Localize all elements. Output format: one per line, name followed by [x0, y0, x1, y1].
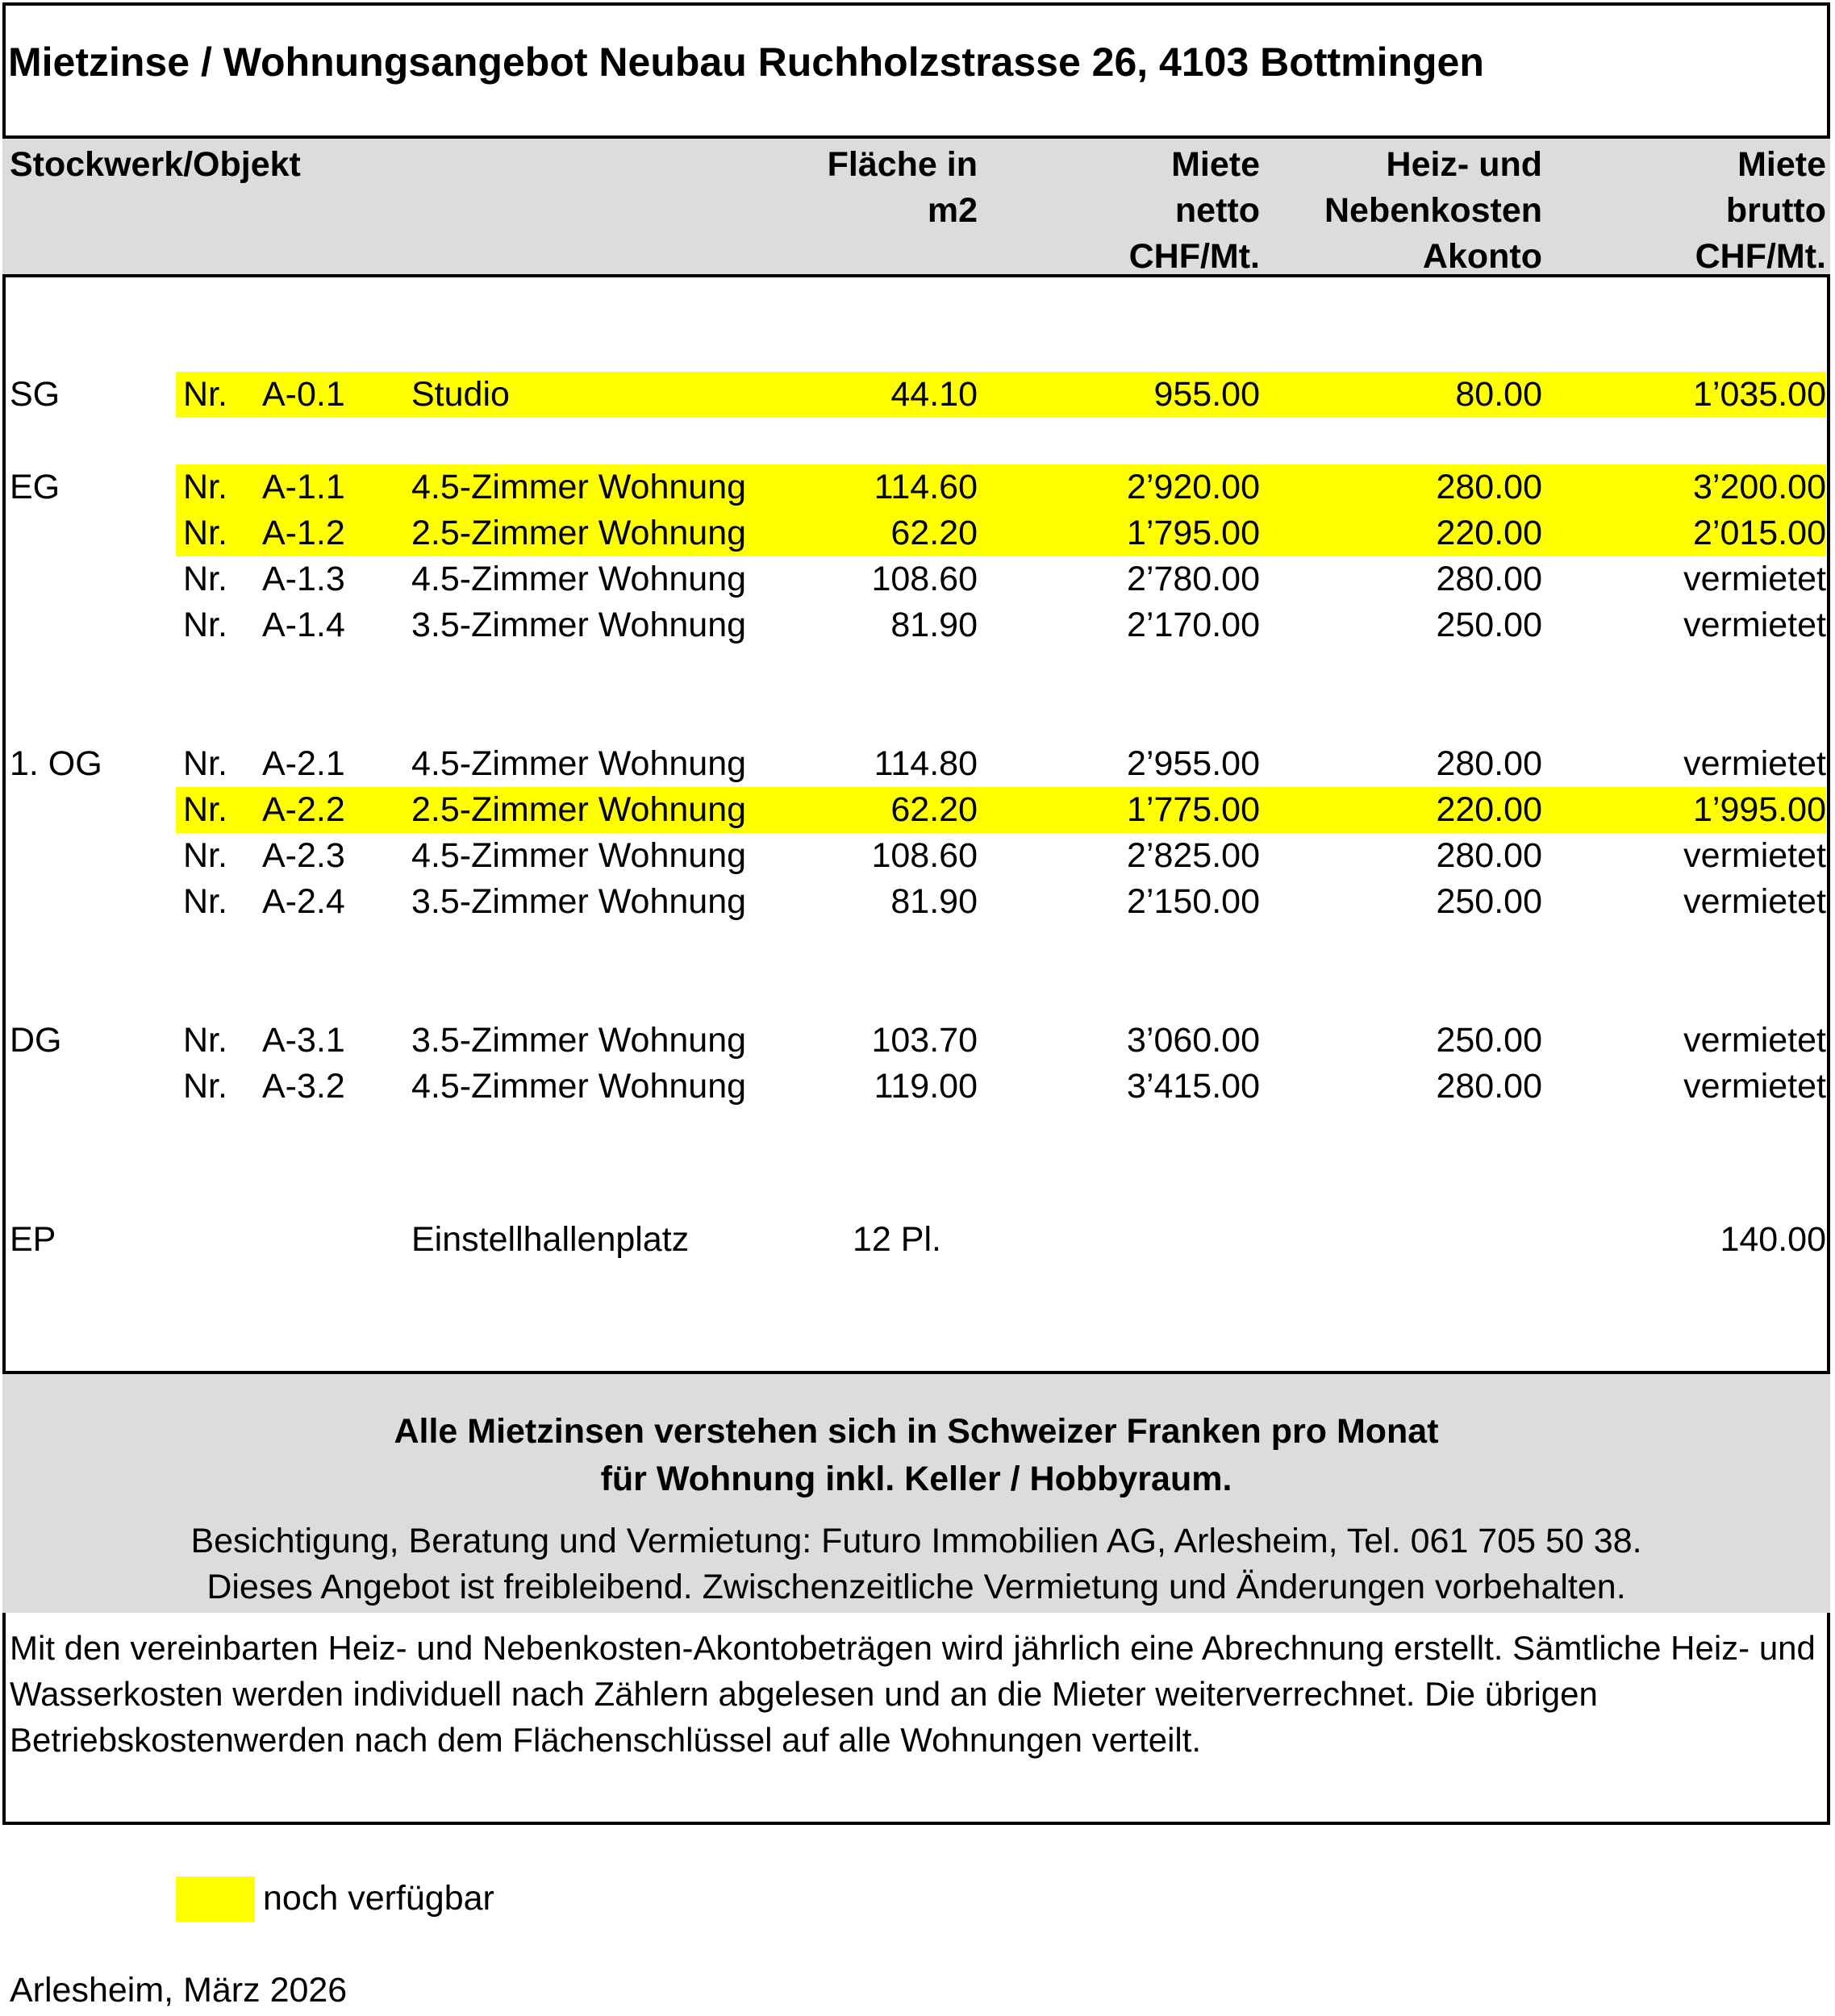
extra-costs-value: 220.00 [1436, 790, 1542, 829]
header-gross-line: Miete [1737, 145, 1826, 184]
nr-label: Nr. [183, 744, 227, 783]
extra-costs-value: 250.00 [1436, 606, 1542, 644]
object-id: A-3.2 [262, 1067, 345, 1106]
table-row [0, 556, 1835, 602]
area-value: 114.60 [874, 468, 978, 506]
net-rent-value: 3’415.00 [1127, 1067, 1260, 1106]
extra-costs-value: 280.00 [1436, 1067, 1542, 1106]
object-id: A-2.2 [262, 790, 345, 829]
object-id: A-2.4 [262, 882, 345, 921]
disclaimer-line: Dieses Angebot ist freibleibend. Zwischenzeitliche Vermietung und Änderungen vorbehalten. [206, 1568, 1626, 1606]
table-row [0, 372, 1835, 418]
area-value: 62.20 [890, 790, 978, 829]
object-id: A-1.1 [262, 468, 345, 506]
header-nk-line: Akonto [1422, 237, 1542, 276]
footnote-text: Mit den vereinbarten Heiz- und Nebenkosten-Akontobeträgen wird jährlich eine Abrechnung erstellt. Sämtliche Heiz- und Wasserkosten werden individuell nach Zählern abgelesen und an die Mieter weiterverrechnet. Die übrigen Betriebskostenwerden nach dem Flächenschlüssel auf alle Wohnungen verteilt. [10, 1629, 1816, 1759]
net-rent-value: 2’170.00 [1127, 606, 1260, 644]
extra-costs-value [1300, 1217, 1542, 1263]
nr-label: Nr. [183, 836, 227, 875]
unit-description: 2.5-Zimmer Wohnung [411, 514, 747, 552]
gross-rent-value: 140.00 [1720, 1220, 1826, 1259]
gross-rent-value: 1’995.00 [1693, 790, 1826, 829]
header-floor: Stockwerk/Objekt [10, 145, 301, 184]
unit-description: 3.5-Zimmer Wohnung [411, 1021, 747, 1060]
floor-label: 1. OG [10, 744, 102, 783]
notice-line: für Wohnung inkl. Keller / Hobbyraum. [600, 1460, 1232, 1498]
unit-description: 4.5-Zimmer Wohnung [411, 560, 747, 598]
contact-line: Besichtigung, Beratung und Vermietung: Futuro Immobilien AG, Arlesheim, Tel. 061 705 50 38. [190, 1522, 1642, 1560]
table-row [0, 1064, 1835, 1110]
extra-costs-value: 280.00 [1436, 836, 1542, 875]
unit-description: 4.5-Zimmer Wohnung [411, 744, 747, 783]
header-net-rent [1018, 142, 1260, 280]
table-row [0, 510, 1835, 556]
gross-rent-value: vermietet [1683, 606, 1826, 644]
unit-description: 3.5-Zimmer Wohnung [411, 606, 747, 644]
nr-label: Nr. [183, 882, 227, 921]
table-row [0, 1217, 1835, 1263]
gross-rent-value: vermietet [1683, 560, 1826, 598]
header-nk-line: Heiz- und [1386, 145, 1542, 184]
header-area-line: Fläche in [827, 145, 978, 184]
unit-description: 4.5-Zimmer Wohnung [411, 1067, 747, 1106]
extra-costs-value: 280.00 [1436, 744, 1542, 783]
net-rent-value [1018, 1217, 1260, 1263]
header-nk-line: Nebenkosten [1324, 191, 1542, 230]
place-date: Arlesheim, März 2026 [10, 1971, 348, 2010]
nr-label: Nr. [183, 560, 227, 598]
gross-rent-value: 1’035.00 [1693, 375, 1826, 414]
area-value: 62.20 [890, 514, 978, 552]
nr-label: Nr. [183, 514, 227, 552]
table-row [0, 787, 1835, 833]
floor-label: DG [10, 1021, 62, 1060]
area-value: 44.10 [890, 375, 978, 414]
gross-rent-value: 2’015.00 [1693, 514, 1826, 552]
header-area-line: m2 [927, 191, 978, 230]
extra-costs-value: 280.00 [1436, 560, 1542, 598]
gross-rent-value: 3’200.00 [1693, 468, 1826, 506]
net-rent-value: 2’920.00 [1127, 468, 1260, 506]
net-rent-value: 955.00 [1153, 375, 1260, 414]
object-id: A-1.3 [262, 560, 345, 598]
extra-costs-value: 280.00 [1436, 468, 1542, 506]
object-id: A-0.1 [262, 375, 345, 414]
header-net-line: netto [1174, 191, 1260, 230]
nr-label: Nr. [183, 468, 227, 506]
gross-rent-value: vermietet [1683, 1067, 1826, 1106]
area-value: 12 Pl. [853, 1220, 941, 1259]
unit-description: Einstellhallenplatz [411, 1220, 690, 1259]
area-value: 81.90 [890, 606, 978, 644]
floor-label: SG [10, 375, 60, 414]
header-gross-line: brutto [1725, 191, 1826, 230]
gross-rent-value: vermietet [1683, 744, 1826, 783]
area-value: 81.90 [890, 882, 978, 921]
unit-description: 2.5-Zimmer Wohnung [411, 790, 747, 829]
header-extra-costs [1260, 142, 1542, 280]
extra-costs-value: 250.00 [1436, 1021, 1542, 1060]
unit-description: 4.5-Zimmer Wohnung [411, 836, 747, 875]
nr-label: Nr. [183, 375, 227, 414]
notice-line: Alle Mietzinsen verstehen sich in Schweizer Franken pro Monat [394, 1412, 1439, 1451]
unit-description: Studio [411, 375, 510, 414]
table-row [0, 1018, 1835, 1064]
area-value: 114.80 [874, 744, 978, 783]
net-rent-value: 2’780.00 [1127, 560, 1260, 598]
table-row [0, 602, 1835, 648]
area-value: 108.60 [871, 836, 978, 875]
gross-rent-value: vermietet [1683, 882, 1826, 921]
table-row [0, 879, 1835, 925]
net-rent-value: 1’775.00 [1127, 790, 1260, 829]
net-rent-value: 3’060.00 [1127, 1021, 1260, 1060]
net-rent-value: 2’955.00 [1127, 744, 1260, 783]
gross-rent-value: vermietet [1683, 1021, 1826, 1060]
legend-label: noch verfügbar [263, 1879, 494, 1918]
nr-label: Nr. [183, 790, 227, 829]
gross-rent-value: vermietet [1683, 836, 1826, 875]
extra-costs-value: 220.00 [1436, 514, 1542, 552]
area-value: 103.70 [871, 1021, 978, 1060]
area-value: 119.00 [874, 1067, 978, 1106]
extra-costs-value: 250.00 [1436, 882, 1542, 921]
table-row [0, 464, 1835, 510]
object-id: A-1.4 [262, 606, 345, 644]
header-net-line: CHF/Mt. [1128, 237, 1260, 276]
header-gross-line: CHF/Mt. [1695, 237, 1826, 276]
net-rent-value: 1’795.00 [1127, 514, 1260, 552]
table-row [0, 741, 1835, 787]
floor-label: EG [10, 468, 60, 506]
net-rent-value: 2’150.00 [1127, 882, 1260, 921]
unit-description: 3.5-Zimmer Wohnung [411, 882, 747, 921]
header-gross-rent [1583, 142, 1826, 280]
page-title: Mietzinse / Wohnungsangebot Neubau Ruchholzstrasse 26, 4103 Bottmingen [8, 40, 1484, 85]
legend-swatch [176, 1876, 255, 1922]
unit-description: 4.5-Zimmer Wohnung [411, 468, 747, 506]
area-value: 108.60 [871, 560, 978, 598]
header-net-line: Miete [1171, 145, 1260, 184]
nr-label: Nr. [183, 1067, 227, 1106]
floor-label: EP [10, 1220, 56, 1259]
nr-label: Nr. [183, 1021, 227, 1060]
table-row [0, 833, 1835, 879]
header-area [726, 142, 978, 234]
object-id: A-1.2 [262, 514, 345, 552]
net-rent-value: 2’825.00 [1127, 836, 1260, 875]
extra-costs-value: 80.00 [1455, 375, 1542, 414]
object-id: A-2.1 [262, 744, 345, 783]
object-id: A-2.3 [262, 836, 345, 875]
object-id: A-3.1 [262, 1021, 345, 1060]
nr-label: Nr. [183, 606, 227, 644]
